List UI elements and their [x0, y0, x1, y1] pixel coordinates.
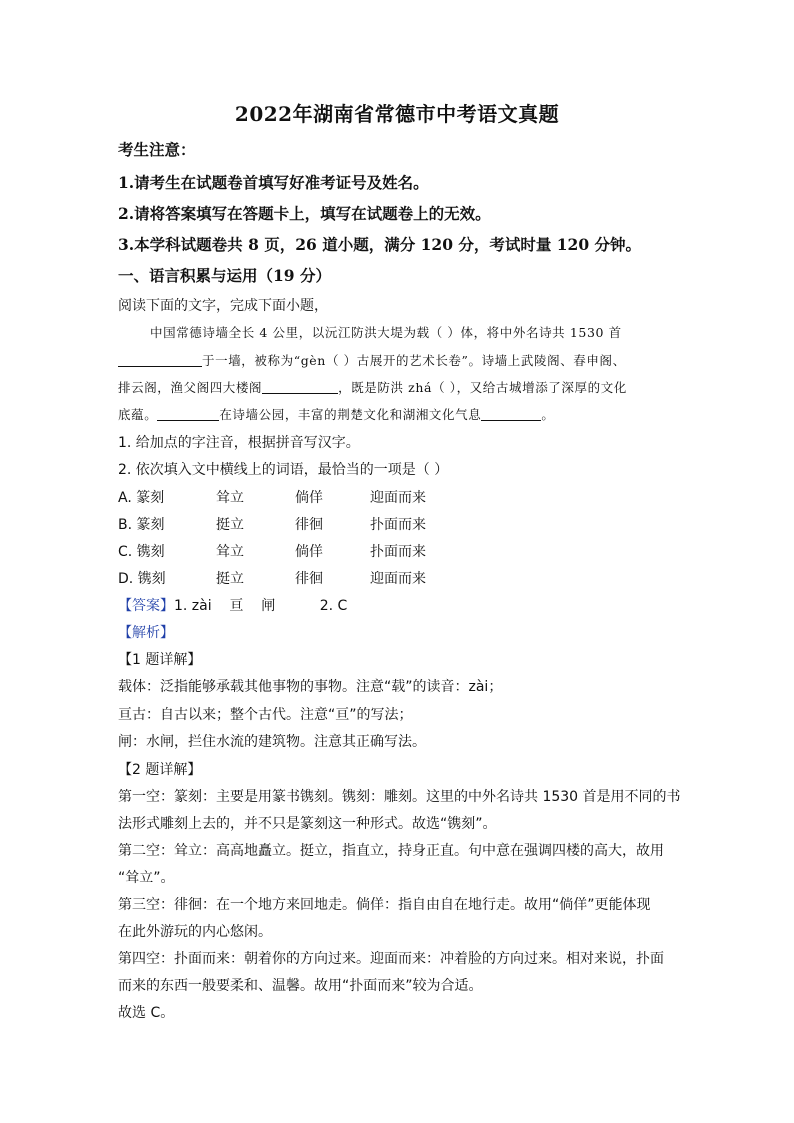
- detail-line: 第二空：耸立：高高地矗立。挺立，指直立，持身正直。句中意在强调四楼的高大，故用: [118, 843, 664, 859]
- fill-blank: [262, 379, 338, 394]
- detail2-tag: 【2 题详解】: [118, 762, 202, 778]
- option-d: D. 镌刻 挺立 徘徊 迎面而来: [118, 571, 426, 587]
- passage-text: 于一墙，被称为“gèn（ ）古展开的艺术长卷”。诗墙上武陵阁、春申阁、: [202, 353, 626, 368]
- detail-line: 第四空：扑面而来：朝着你的方向过来。迎面而来：冲着脸的方向过来。相对来说，扑面: [118, 951, 664, 967]
- detail-line: 亘古：自古以来；整个古代。注意“亘”的写法；: [118, 707, 413, 723]
- passage-text: ，既是防洪 zhá（ ），又给古城增添了深厚的文化: [338, 380, 627, 395]
- fill-blank: [118, 352, 202, 367]
- detail-line: 第一空：篆刻：主要是用篆书镌刻。镌刻：雕刻。这里的中外名诗共 1530 首是用不同的书: [118, 789, 681, 805]
- detail-line: 在此外游玩的内心悠闲。: [118, 924, 272, 940]
- detail-line: 载体：泛指能够承载其他事物的事物。注意“载”的读音：zài；: [118, 679, 503, 695]
- passage-text: 。: [541, 407, 555, 422]
- section-heading: 一、语言积累与运用（19 分）: [118, 266, 331, 285]
- detail-line: 故选 C。: [118, 1005, 175, 1021]
- option-b: B. 篆刻 挺立 徘徊 扑面而来: [118, 517, 426, 533]
- answer-tag: 【答案】: [118, 598, 174, 614]
- notice-item: 2.请将答案填写在答题卡上，填写在试题卷上的无效。: [118, 204, 491, 223]
- question-2: 2. 依次填入文中横线上的词语，最恰当的一项是（ ）: [118, 462, 449, 478]
- notice-heading: 考生注意：: [118, 140, 196, 159]
- passage-line: [118, 405, 554, 423]
- answer-line: [118, 595, 347, 615]
- notice-item: 1.请考生在试题卷首填写好准考证号及姓名。: [118, 173, 429, 192]
- analysis-tag: 【解析】: [118, 625, 174, 641]
- passage-text: 底蕴。: [118, 407, 158, 422]
- fill-blank: [481, 406, 541, 421]
- question-1: 1. 给加点的字注音，根据拼音写汉字。: [118, 435, 360, 451]
- page-title: 2022年湖南省常德市中考语文真题: [234, 102, 560, 126]
- detail-line: 而来的东西一般要柔和、温馨。故用“扑面而来”较为合适。: [118, 978, 483, 994]
- detail-line: “耸立”。: [118, 870, 175, 886]
- detail-line: 闸：水闸，拦住水流的建筑物。注意其正确写法。: [118, 734, 426, 750]
- notice-item: 3.本学科试题卷共 8 页，26 道小题，满分 120 分，考试时量 120 分钟。: [118, 235, 642, 254]
- passage-line: 中国常德诗墙全长 4 公里，以沅江防洪大堤为载（ ）体，将中外名诗共 1530 首: [150, 325, 622, 340]
- passage-line: [118, 351, 626, 369]
- option-c: C. 镌刻 耸立 倘佯 扑面而来: [118, 544, 426, 560]
- detail1-tag: 【1 题详解】: [118, 652, 202, 668]
- detail-line: 法形式雕刻上去的，并不只是篆刻这一种形式。故选“镌刻”。: [118, 816, 497, 832]
- passage-text: 排云阁，渔父阁四大楼阁: [118, 380, 263, 395]
- answer-text: 1. zài 亘 闸 2. C: [174, 598, 348, 614]
- reading-instruction: 阅读下面的文字，完成下面小题，: [118, 298, 328, 314]
- passage-line: [118, 378, 627, 396]
- option-a: A. 篆刻 耸立 倘佯 迎面而来: [118, 490, 426, 506]
- fill-blank: [157, 406, 219, 421]
- passage-text: 在诗墙公园，丰富的荆楚文化和湖湘文化气息: [219, 407, 482, 422]
- detail-line: 第三空：徘徊：在一个地方来回地走。倘佯：指自由自在地行走。故用“倘佯”更能体现: [118, 897, 651, 913]
